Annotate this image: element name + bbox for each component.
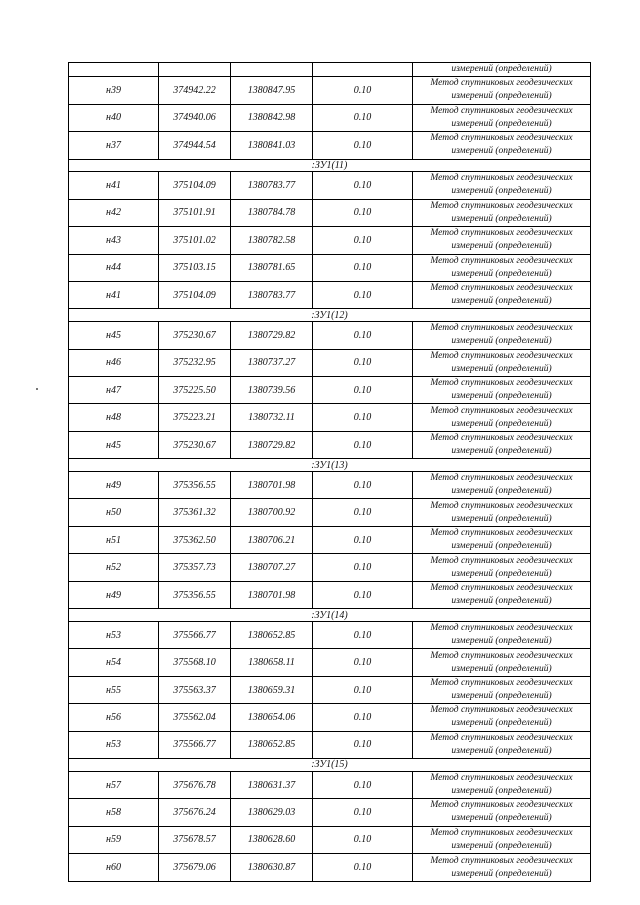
x-coordinate-cell: 375362.50 (159, 526, 231, 553)
method-cell: Метод спутниковых геодезических измерений (определений) (413, 172, 591, 199)
point-id-cell: н60 (69, 854, 159, 882)
x-coordinate-cell: 375679.06 (159, 854, 231, 882)
y-coordinate-cell: 1380784.78 (231, 199, 313, 226)
y-coordinate-cell: 1380707.27 (231, 554, 313, 581)
table-row (69, 649, 591, 676)
continuation-row (69, 63, 591, 77)
method-cell: Метод спутниковых геодезических измерений (определений) (413, 322, 591, 349)
section-header-row (69, 759, 591, 772)
point-id-cell: н51 (69, 526, 159, 553)
table-row (69, 431, 591, 458)
table-row (69, 499, 591, 526)
method-cell: Метод спутниковых геодезических измерений (определений) (413, 581, 591, 608)
table-row (69, 322, 591, 349)
accuracy-cell: 0.10 (313, 199, 413, 226)
x-coordinate-cell: 375357.73 (159, 554, 231, 581)
point-id-cell: н53 (69, 621, 159, 648)
method-cell: Метод спутниковых геодезических измерений (определений) (413, 404, 591, 431)
x-coordinate-cell: 375562.04 (159, 704, 231, 731)
table-row (69, 404, 591, 431)
accuracy-cell: 0.10 (313, 799, 413, 826)
table-row (69, 172, 591, 199)
x-coordinate-cell: 374940.06 (159, 104, 231, 131)
point-id-cell: н48 (69, 404, 159, 431)
table-row (69, 282, 591, 309)
accuracy-cell: 0.10 (313, 377, 413, 404)
y-coordinate-cell: 1380700.92 (231, 499, 313, 526)
table-row (69, 349, 591, 376)
accuracy-cell: 0.10 (313, 254, 413, 281)
accuracy-cell: 0.10 (313, 554, 413, 581)
method-cell: Метод спутниковых геодезических измерений (определений) (413, 472, 591, 499)
accuracy-cell: 0.10 (313, 132, 413, 159)
method-cell: Метод спутниковых геодезических измерений (определений) (413, 227, 591, 254)
accuracy-cell: 0.10 (313, 322, 413, 349)
table-row (69, 77, 591, 104)
accuracy-cell: 0.10 (313, 172, 413, 199)
x-coordinate-cell: 375232.95 (159, 349, 231, 376)
x-coordinate-cell: 375678.57 (159, 826, 231, 853)
method-cell: Метод спутниковых геодезических измерений (определений) (413, 826, 591, 853)
x-coordinate-cell: 375230.67 (159, 322, 231, 349)
table-row (69, 554, 591, 581)
x-coordinate-cell: 375230.67 (159, 431, 231, 458)
method-cell: Метод спутниковых геодезических измерений (определений) (413, 731, 591, 758)
table-row (69, 254, 591, 281)
table-row (69, 227, 591, 254)
y-coordinate-cell: 1380659.31 (231, 676, 313, 703)
point-id-cell: н59 (69, 826, 159, 853)
x-coordinate-cell: 375563.37 (159, 676, 231, 703)
point-id-cell: н55 (69, 676, 159, 703)
table-row (69, 731, 591, 758)
x-coordinate-cell: 375566.77 (159, 731, 231, 758)
accuracy-cell: 0.10 (313, 227, 413, 254)
y-coordinate-cell: 1380658.11 (231, 649, 313, 676)
section-header-row (69, 459, 591, 472)
accuracy-cell: 0.10 (313, 826, 413, 853)
table-row (69, 581, 591, 608)
method-continuation-cell: измерений (определений) (413, 63, 591, 77)
y-coordinate-cell: 1380847.95 (231, 77, 313, 104)
section-title: :ЗУ1(13) (69, 459, 591, 472)
point-id-cell: н41 (69, 282, 159, 309)
x-coordinate-cell: 374942.22 (159, 77, 231, 104)
point-id-cell: н52 (69, 554, 159, 581)
table-row (69, 104, 591, 131)
point-id-cell: н42 (69, 199, 159, 226)
x-coordinate-cell: 375356.55 (159, 581, 231, 608)
method-cell: Метод спутниковых геодезических измерений (определений) (413, 377, 591, 404)
method-cell: Метод спутниковых геодезических измерений (определений) (413, 499, 591, 526)
accuracy-cell: 0.10 (313, 581, 413, 608)
empty-cell (231, 63, 313, 77)
y-coordinate-cell: 1380739.56 (231, 377, 313, 404)
y-coordinate-cell: 1380841.03 (231, 132, 313, 159)
method-cell: Метод спутниковых геодезических измерений (определений) (413, 554, 591, 581)
x-coordinate-cell: 375225.50 (159, 377, 231, 404)
method-cell: Метод спутниковых геодезических измерений (определений) (413, 854, 591, 882)
table-row (69, 676, 591, 703)
x-coordinate-cell: 375101.91 (159, 199, 231, 226)
point-id-cell: н39 (69, 77, 159, 104)
y-coordinate-cell: 1380652.85 (231, 621, 313, 648)
section-title: :ЗУ1(11) (69, 159, 591, 172)
y-coordinate-cell: 1380630.87 (231, 854, 313, 882)
x-coordinate-cell: 375356.55 (159, 472, 231, 499)
point-id-cell: н49 (69, 581, 159, 608)
section-title: :ЗУ1(14) (69, 609, 591, 622)
y-coordinate-cell: 1380781.65 (231, 254, 313, 281)
section-header-row (69, 159, 591, 172)
accuracy-cell: 0.10 (313, 676, 413, 703)
point-id-cell: н49 (69, 472, 159, 499)
table-row (69, 704, 591, 731)
accuracy-cell: 0.10 (313, 77, 413, 104)
table-row (69, 472, 591, 499)
y-coordinate-cell: 1380652.85 (231, 731, 313, 758)
method-cell: Метод спутниковых геодезических измерений (определений) (413, 431, 591, 458)
y-coordinate-cell: 1380701.98 (231, 472, 313, 499)
y-coordinate-cell: 1380732.11 (231, 404, 313, 431)
y-coordinate-cell: 1380783.77 (231, 172, 313, 199)
accuracy-cell: 0.10 (313, 499, 413, 526)
y-coordinate-cell: 1380729.82 (231, 431, 313, 458)
point-id-cell: н41 (69, 172, 159, 199)
x-coordinate-cell: 375101.02 (159, 227, 231, 254)
point-id-cell: н53 (69, 731, 159, 758)
scan-speck (36, 388, 38, 390)
method-cell: Метод спутниковых геодезических измерений (определений) (413, 704, 591, 731)
x-coordinate-cell: 375361.32 (159, 499, 231, 526)
section-header-row (69, 609, 591, 622)
section-header-row (69, 309, 591, 322)
y-coordinate-cell: 1380628.60 (231, 826, 313, 853)
point-id-cell: н56 (69, 704, 159, 731)
point-id-cell: н45 (69, 322, 159, 349)
table-row (69, 132, 591, 159)
point-id-cell: н46 (69, 349, 159, 376)
y-coordinate-cell: 1380629.03 (231, 799, 313, 826)
point-id-cell: н54 (69, 649, 159, 676)
accuracy-cell: 0.10 (313, 731, 413, 758)
accuracy-cell: 0.10 (313, 404, 413, 431)
empty-cell (313, 63, 413, 77)
y-coordinate-cell: 1380737.27 (231, 349, 313, 376)
method-cell: Метод спутниковых геодезических измерений (определений) (413, 104, 591, 131)
point-id-cell: н40 (69, 104, 159, 131)
x-coordinate-cell: 375104.09 (159, 172, 231, 199)
point-id-cell: н44 (69, 254, 159, 281)
accuracy-cell: 0.10 (313, 349, 413, 376)
empty-cell (69, 63, 159, 77)
accuracy-cell: 0.10 (313, 621, 413, 648)
accuracy-cell: 0.10 (313, 649, 413, 676)
method-cell: Метод спутниковых геодезических измерений (определений) (413, 199, 591, 226)
method-cell: Метод спутниковых геодезических измерений (определений) (413, 349, 591, 376)
point-id-cell: н37 (69, 132, 159, 159)
table-row (69, 854, 591, 882)
x-coordinate-cell: 375223.21 (159, 404, 231, 431)
method-cell: Метод спутниковых геодезических измерений (определений) (413, 254, 591, 281)
x-coordinate-cell: 375104.09 (159, 282, 231, 309)
empty-cell (159, 63, 231, 77)
y-coordinate-cell: 1380783.77 (231, 282, 313, 309)
y-coordinate-cell: 1380782.58 (231, 227, 313, 254)
accuracy-cell: 0.10 (313, 526, 413, 553)
point-id-cell: н45 (69, 431, 159, 458)
coordinates-table (68, 62, 591, 882)
method-cell: Метод спутниковых геодезических измерений (определений) (413, 771, 591, 798)
point-id-cell: н57 (69, 771, 159, 798)
x-coordinate-cell: 374944.54 (159, 132, 231, 159)
y-coordinate-cell: 1380701.98 (231, 581, 313, 608)
y-coordinate-cell: 1380842.98 (231, 104, 313, 131)
accuracy-cell: 0.10 (313, 472, 413, 499)
y-coordinate-cell: 1380729.82 (231, 322, 313, 349)
x-coordinate-cell: 375568.10 (159, 649, 231, 676)
x-coordinate-cell: 375676.24 (159, 799, 231, 826)
coordinates-table-body (69, 63, 591, 882)
method-cell: Метод спутниковых геодезических измерений (определений) (413, 526, 591, 553)
y-coordinate-cell: 1380631.37 (231, 771, 313, 798)
table-row (69, 799, 591, 826)
point-id-cell: н58 (69, 799, 159, 826)
x-coordinate-cell: 375676.78 (159, 771, 231, 798)
table-row (69, 621, 591, 648)
y-coordinate-cell: 1380654.06 (231, 704, 313, 731)
method-cell: Метод спутниковых геодезических измерений (определений) (413, 77, 591, 104)
method-cell: Метод спутниковых геодезических измерений (определений) (413, 132, 591, 159)
accuracy-cell: 0.10 (313, 854, 413, 882)
method-cell: Метод спутниковых геодезических измерений (определений) (413, 649, 591, 676)
method-cell: Метод спутниковых геодезических измерений (определений) (413, 676, 591, 703)
y-coordinate-cell: 1380706.21 (231, 526, 313, 553)
accuracy-cell: 0.10 (313, 282, 413, 309)
method-cell: Метод спутниковых геодезических измерений (определений) (413, 621, 591, 648)
accuracy-cell: 0.10 (313, 704, 413, 731)
table-row (69, 526, 591, 553)
section-title: :ЗУ1(15) (69, 759, 591, 772)
table-row (69, 826, 591, 853)
accuracy-cell: 0.10 (313, 771, 413, 798)
method-cell: Метод спутниковых геодезических измерений (определений) (413, 282, 591, 309)
table-row (69, 771, 591, 798)
point-id-cell: н50 (69, 499, 159, 526)
method-cell: Метод спутниковых геодезических измерений (определений) (413, 799, 591, 826)
table-row (69, 377, 591, 404)
point-id-cell: н43 (69, 227, 159, 254)
x-coordinate-cell: 375103.15 (159, 254, 231, 281)
table-row (69, 199, 591, 226)
x-coordinate-cell: 375566.77 (159, 621, 231, 648)
accuracy-cell: 0.10 (313, 431, 413, 458)
accuracy-cell: 0.10 (313, 104, 413, 131)
point-id-cell: н47 (69, 377, 159, 404)
section-title: :ЗУ1(12) (69, 309, 591, 322)
